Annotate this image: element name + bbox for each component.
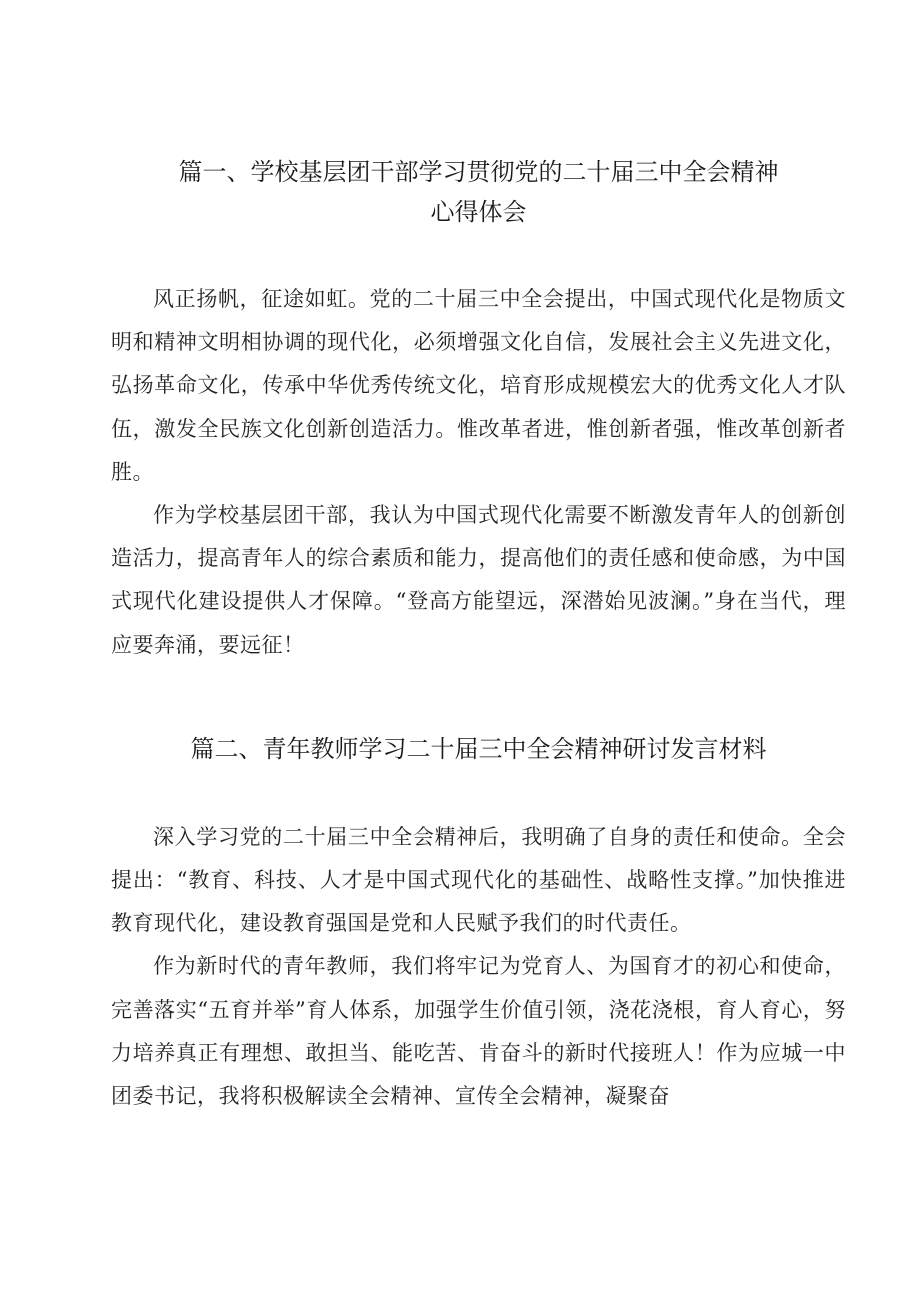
- section-2-title: [111, 729, 846, 769]
- section-1-title: [111, 152, 846, 232]
- section-1-title-line-1: 篇一、学校基层团干部学习贯彻党的二十届三中全会精神: [178, 158, 779, 186]
- section-2-title-line-1: 篇二、青年教师学习二十届三中全会精神研讨发言材料: [190, 734, 767, 763]
- section-1-paragraph-1: 风正扬帆，征途如虹。党的二十届三中全会提出，中国式现代化是物质文明和精神文明相协调的现代化，必须增强文化自信，发展社会主义先进文化，弘扬革命文化，传承中华优秀传统文化，培育形成规模宏大的优秀文化人才队伍，激发全民族文化创新创造活力。惟改革者进，惟创新者强，惟改革创新者胜。: [111, 287, 846, 484]
- section-1-paragraph-2: 作为学校基层团干部，我认为中国式现代化需要不断激发青年人的创新创造活力，提高青年人的综合素质和能力，提高他们的责任感和使命感，为中国式现代化建设提供人才保障。“登高方能望远，深潜始见波澜。”身在当代，理应要奔涌，要远征！: [111, 503, 846, 657]
- section-2-paragraph-1: 深入学习党的二十届三中全会精神后，我明确了自身的责任和使命。全会提出：“教育、科技、人才是中国式现代化的基础性、战略性支撑。”加快推进教育现代化，建设教育强国是党和人民赋予我们的时代责任。: [111, 824, 846, 936]
- document-body: [111, 152, 846, 1118]
- section-1-title-line-2: 心得体会: [430, 198, 527, 226]
- section-2-paragraph-2: 作为新时代的青年教师，我们将牢记为党育人、为国育才的初心和使命，完善落实“五育并举”育人体系，加强学生价值引领，浇花浇根，育人育心，努力培养真正有理想、敢担当、能吃苦、肯奋斗的新时代接班人！作为应城一中团委书记，我将积极解读全会精神、宣传全会精神，凝聚奋: [111, 954, 846, 1109]
